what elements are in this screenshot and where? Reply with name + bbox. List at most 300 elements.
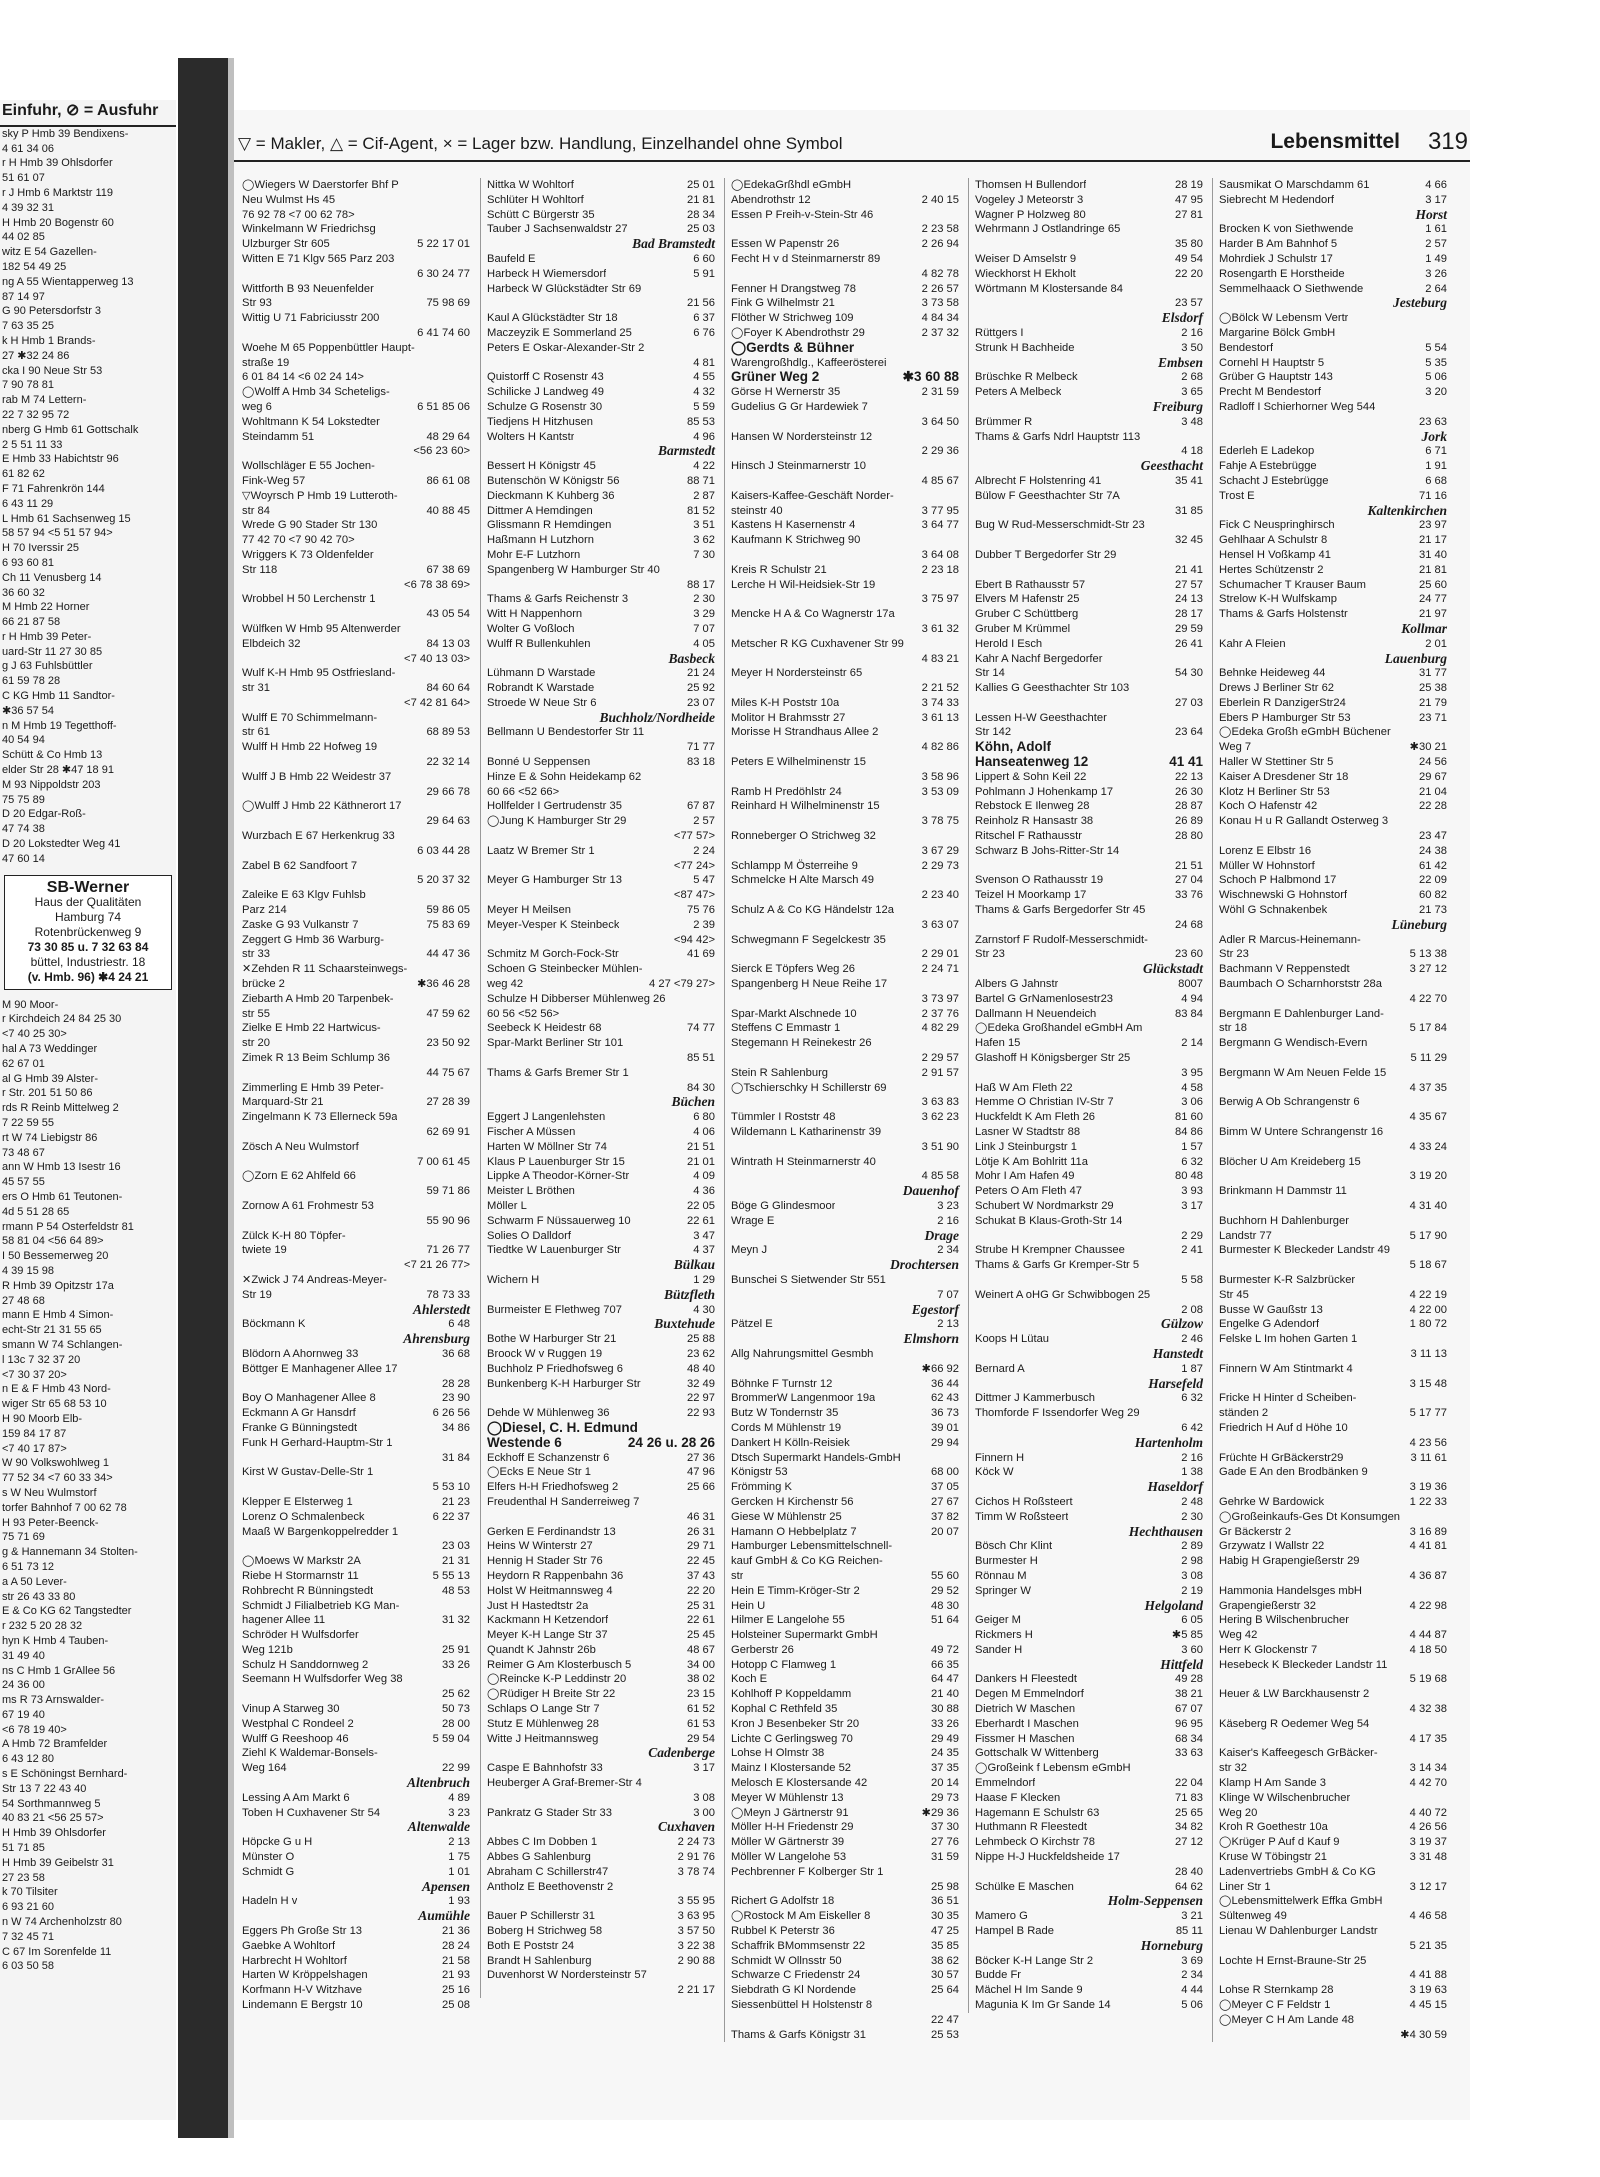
business-entry [975,1406,1203,1421]
business-entry [1219,2028,1447,2043]
entry-name: Schwarze C Friedenstr 24 [731,1969,861,1982]
business-entry [1219,1850,1447,1865]
business-entry [731,1362,959,1377]
entry-name: Kreis R Schulstr 21 [731,563,827,576]
ad-line: Hamburg 74 [54,909,122,924]
left-page-entry: 4 39 15 98 [2,1264,54,1277]
entry-phone: 41 69 [687,948,715,961]
business-entry [1219,444,1447,459]
business-entry [975,1820,1203,1835]
entry-phone: 88 71 [687,474,715,487]
entry-phone [1443,1554,1447,1569]
entry-name: ◯Lebensmittelwerk Effka GmbH [1219,1895,1383,1908]
entry-name: Meister L Bröthen [487,1185,575,1198]
business-entry [487,1451,715,1466]
business-entry [975,518,1203,533]
business-entry [242,992,470,1007]
business-entry [975,1924,1203,1939]
entry-name: Lienau W Dahlenburger Landstr [1219,1925,1378,1938]
entry-phone: 23 63 [1419,415,1447,428]
entry-name: Franke G Bünningstedt [242,1421,358,1434]
entry-phone: 22 61 [687,1214,715,1227]
business-entry [1219,1169,1447,1184]
business-entry [242,1421,470,1436]
business-entry [975,1036,1203,1051]
entry-phone: 21 73 [1419,904,1447,917]
left-page-entry: hal A 73 Weddinger [2,1043,98,1056]
business-entry [731,1613,959,1628]
entry-name: Semmelhaack O Siethwende [1219,282,1364,295]
entry-name: ◯Foyer K Abendrothstr 29 [731,326,865,339]
business-entry [1219,785,1447,800]
entry-name: Schulze G Rosenstr 30 [487,400,603,413]
business-entry [975,711,1203,726]
entry-phone [466,1110,470,1125]
entry-phone: 1 61 [1425,223,1447,236]
entry-phone [955,489,959,504]
entry-phone: 2 29 [1181,1229,1203,1242]
entry-phone: 59 71 86 [426,1185,470,1198]
business-entry [975,1451,1203,1466]
entry-name: 77 42 70 <7 90 42 70> [242,534,355,547]
entry-name: Burmeister E Flethweg 707 [487,1303,622,1316]
business-entry [487,1717,715,1732]
left-page-entry: 7 63 35 25 [2,320,54,333]
left-page-entry: I 50 Bessemerweg 20 [2,1250,109,1263]
entry-name: Funk H Gerhard-Hauptm-Str 1 [242,1436,393,1449]
entry-phone: 44 75 67 [426,1066,470,1079]
town-heading: Horst [1415,206,1447,222]
entry-phone [1443,1362,1447,1377]
entry-phone: 4 27 <79 27> [649,978,715,991]
entry-phone: 2 24 71 [921,963,959,976]
entry-name: Thomforde F Issendorfer Weg 29 [975,1407,1140,1420]
entry-phone [1443,1954,1447,1969]
entry-phone [1199,222,1203,237]
business-entry [487,873,715,888]
entry-name: Neu Wulmst Hs 45 [242,193,336,206]
entry-phone: 2 90 88 [677,1954,715,1967]
entry-phone: 22 61 [687,1614,715,1627]
entry-name: Wittforth B 93 Neuenfelder [242,282,374,295]
entry-phone: 3 26 [1425,267,1447,280]
business-entry [731,903,959,918]
entry-name: Reimer G Am Klosterbusch 5 [487,1658,632,1671]
entry-phone: 21 01 [687,1155,715,1168]
left-page-entry: uard-Str 11 27 30 85 [2,645,103,658]
left-page-entry: hyn K Hmb 4 Tauben- [2,1634,109,1647]
entry-name: ◯Wolff A Hmb 34 Scheteligs- [242,386,390,399]
entry-name: Bachmann V Reppenstedt [1219,963,1350,976]
business-entry [242,1658,470,1673]
business-entry [975,1968,1203,1983]
ad-line: (v. Hmb. 96) ✱4 24 21 [27,969,149,984]
business-entry [1219,1835,1447,1850]
entry-name: Peters A Melbeck [975,386,1062,399]
entry-phone: 88 17 [687,578,715,591]
entry-phone: 64 62 [1175,1880,1203,1893]
entry-phone: 46 31 [687,1510,715,1523]
entry-phone [466,622,470,637]
entry-name: weg 42 [487,978,524,991]
entry-phone: 3 17 [693,1762,715,1775]
business-entry [731,193,959,208]
entry-name: Pankratz G Stader Str 33 [487,1806,612,1819]
left-page-entry: L Hmb 61 Sachsenweg 15 [2,512,131,525]
business-entry [975,696,1203,711]
entry-name: Abbes G Sahlenburg [487,1851,591,1864]
entry-name: Busse W Gaußstr 13 [1219,1303,1323,1316]
entry-phone: 4 09 [693,1170,715,1183]
entry-name: Ederleh E Ladekop [1219,445,1315,458]
business-entry [487,1332,715,1347]
entry-name: Kron J Besenbeker Str 20 [731,1717,860,1730]
entry-name: Hadeln H v [242,1895,298,1908]
entry-name: Dittmer A Hemdingen [487,504,593,517]
entry-name: Koch E [731,1673,768,1686]
business-entry [731,1998,959,2013]
business-entry [731,888,959,903]
entry-name: Rosengarth E Horstheide [1219,267,1345,280]
entry-phone: 2 68 [1181,371,1203,384]
entry-phone: 4 42 70 [1409,1777,1447,1790]
entry-phone: 85 51 [687,1052,715,1065]
entry-name: Lehmbeck O Kirchstr 78 [975,1836,1096,1849]
entry-name: Liner Str 1 [1219,1880,1271,1893]
entry-name: Lohse H Olmstr 38 [731,1747,825,1760]
business-entry [1219,1658,1447,1673]
entry-phone [711,1066,715,1081]
business-entry [487,326,715,341]
entry-name: Emmelndorf [975,1777,1036,1790]
entry-phone: 1 75 [448,1851,470,1864]
entry-phone: 6 60 [693,252,715,265]
entry-name: Hensel H Voßkamp 41 [1219,548,1331,561]
business-entry [975,1835,1203,1850]
entry-phone: 38 62 [931,1954,959,1967]
entry-name: Lippke A Theodor-Körner-Str [487,1170,630,1183]
entry-phone [955,533,959,548]
entry-name: Zingelmann K 73 Ellerneck 59a [242,1111,398,1124]
entry-phone: 32 49 [687,1377,715,1390]
entry-phone: 4 41 81 [1409,1540,1447,1553]
entry-name: Woehe M 65 Poppenbüttler Haupt- [242,341,415,354]
left-page-entry: H Hmb 39 Geibelstr 31 [2,1856,114,1869]
entry-name: Wohltmann K 54 Lokstedter [242,415,380,428]
entry-phone: 4 32 [693,386,715,399]
entry-phone: 75 76 [687,904,715,917]
business-entry [1219,933,1447,948]
business-entry [731,1495,959,1510]
entry-phone: 24 68 [1175,918,1203,931]
entry-phone: 23 07 [687,696,715,709]
business-entry [242,1791,470,1806]
entry-name: Gottschalk W Wittenberg [975,1747,1099,1760]
business-entry [1219,1643,1447,1658]
entry-name: Weg 42 [1219,1629,1258,1642]
entry-name: Eberhardt I Maschen [975,1717,1079,1730]
entry-phone [466,385,470,400]
entry-name: Strube H Krempner Chaussee [975,1244,1125,1257]
business-entry [1219,666,1447,681]
entry-phone: 5 11 29 [1410,1052,1447,1065]
entry-phone: 21 58 [442,1954,470,1967]
business-entry [1219,637,1447,652]
business-entry [975,1051,1203,1066]
entry-name: Berwig A Ob Schrangenstr 6 [1219,1096,1360,1109]
entry-phone: 3 23 [937,1199,959,1212]
entry-name: Str 23 [1219,948,1249,961]
entry-phone: 54 30 [1175,667,1203,680]
entry-phone: 1 01 [448,1865,470,1878]
left-page-entry: 58 57 94 <5 51 57 94> [2,527,113,540]
business-entry [731,311,959,326]
entry-name: Schaffrik BMommsenstr 22 [731,1939,866,1952]
entry-name: Dubber T Bergedorfer Str 29 [975,548,1117,561]
entry-name: Both E Poststr 24 [487,1939,575,1952]
entry-name: Wischnewski G Hohnstorf [1219,889,1348,902]
entry-phone: 3 14 34 [1409,1762,1447,1775]
entry-phone: 2 89 [1181,1540,1203,1553]
business-entry [731,1732,959,1747]
business-entry [975,873,1203,888]
entry-name: Zaske G 93 Vulkanstr 7 [242,918,359,931]
entry-phone: 71 16 [1419,489,1447,502]
directory-page [234,110,1470,2120]
entry-name: Butz W Tondernstr 35 [731,1407,839,1420]
entry-name: Thams & Garfs Bremer Str 1 [487,1066,629,1079]
town-heading: Altenwalde [407,1819,470,1835]
left-page-entry: ng A 55 Wientapperweg 13 [2,275,134,288]
left-page-entry: C 67 Im Sorenfelde 11 [2,1945,112,1958]
business-entry [487,1362,715,1377]
business-entry [975,607,1203,622]
entry-name: Cornehl H Hauptstr 5 [1219,356,1325,369]
entry-name: Zaleike E 63 Klgv Fuhlsb [242,889,366,902]
business-entry [731,400,959,415]
left-page-entry: 4d 5 51 28 65 [2,1205,70,1218]
entry-name: Früchte H GrBäckerstr29 [1219,1451,1344,1464]
entry-name: ✕Zwick J 74 Andreas-Meyer- [242,1273,387,1286]
entry-name: Gaebke A Wohltorf [242,1939,336,1952]
entry-name: Wulff G Reeshoop 46 [242,1732,349,1745]
entry-phone: 3 19 36 [1409,1481,1447,1494]
left-page-entry: 24 36 00 [2,1679,45,1692]
entry-name: Meyer H Nordersteinstr 65 [731,667,863,680]
entry-phone: 66 35 [931,1658,959,1671]
entry-phone: 74 77 [687,1022,715,1035]
entry-name: Zeggert G Hmb 36 Warburg- [242,933,384,946]
business-entry [731,859,959,874]
entry-name: Schülke E Maschen [975,1880,1074,1893]
entry-name: Schwegmann F Segelckestr 35 [731,933,886,946]
entry-phone: 3 60 [1181,1643,1203,1656]
entry-name: Pohlmann J Hohenkamp 17 [975,785,1114,798]
business-entry [1219,1894,1447,1909]
business-entry [1219,1421,1447,1436]
entry-name: Kirst W Gustav-Delle-Str 1 [242,1466,374,1479]
entry-name: Wolter G Voßloch [487,622,575,635]
left-page-entry: ers O Hmb 61 Teutonen- [2,1191,123,1203]
entry-name: ◯EdekaGrßhdl eGmbH [731,179,852,191]
entry-phone: 2 16 [1181,1451,1203,1464]
entry-name: Miles K-H Poststr 10a [731,696,840,709]
business-entry [1219,1288,1447,1303]
entry-phone: 4 41 88 [1409,1969,1447,1982]
business-entry [487,1051,715,1066]
entry-phone: 36 73 [931,1407,959,1420]
entry-phone: 23 64 [1175,726,1203,739]
entry-phone: 28 28 [442,1377,470,1390]
entry-phone: 3 65 [1181,386,1203,399]
entry-phone: 84 86 [1175,1126,1203,1138]
left-page-entry: H Hmb 39 Ohlsdorfer [2,1827,106,1840]
entry-phone: 30 35 [931,1910,959,1923]
business-entry [242,622,470,637]
business-entry [975,1672,1203,1687]
business-entry [1219,341,1447,356]
entry-phone: 2 23 18 [921,563,959,576]
entry-name: Trost E [1219,489,1255,502]
entry-phone: 21 51 [687,1140,715,1153]
business-entry [975,1643,1203,1658]
business-entry [975,370,1203,385]
page-header [234,130,1470,162]
entry-name: Bernard A [975,1362,1025,1375]
entry-phone [1199,903,1203,918]
left-page-entry: 27 48 68 [2,1294,45,1307]
entry-name: Kaiser A Dresdener Str 18 [1219,770,1349,783]
business-entry [487,267,715,282]
entry-phone: 6 80 [693,1111,715,1124]
entry-name: Robrandt K Warstade [487,682,595,695]
business-entry [487,844,715,859]
left-page-entry: 159 84 17 87 [2,1427,67,1440]
entry-phone: 1 49 [1425,252,1447,265]
entry-phone: 71 77 [687,741,715,754]
left-page-entry: 54 Sorthmannweg 5 [2,1797,101,1810]
entry-phone [1199,1051,1203,1066]
entry-name: Lerche H Wil-Heidsiek-Str 19 [731,578,876,591]
entry-phone: 37 35 [931,1762,959,1775]
business-entry [731,1702,959,1717]
business-entry [731,2028,959,2043]
entry-name: Gade E An den Brodbänken 9 [1219,1466,1368,1479]
business-entry [1219,1776,1447,1791]
entry-name: Lötje K Am Bohlritt 11a [975,1155,1088,1168]
business-entry [1219,992,1447,1007]
business-entry [975,1732,1203,1747]
left-page-entry: Str 13 7 22 43 40 [2,1782,87,1795]
business-entry [731,1717,959,1732]
entry-phone: 5 55 13 [432,1569,470,1582]
entry-phone: 3 73 58 [921,297,959,310]
entry-phone: 37 43 [687,1569,715,1582]
business-entry [731,1791,959,1806]
left-page-entry: mann E Hmb 4 Simon- [2,1309,114,1322]
entry-name: Blödorn A Ahornweg 33 [242,1347,359,1360]
entry-name: Zarnstorf F Rudolf-Messerschmidt- [975,933,1148,946]
entry-name: Kophal C Rethfeld 35 [731,1703,838,1716]
entry-phone: 21 04 [1419,785,1447,798]
left-page-entry: 66 21 87 58 [2,616,61,629]
entry-phone: 4 81 [693,356,715,369]
entry-name: Svenson O Rathausstr 19 [975,874,1104,887]
advertiser-entry [487,1436,715,1451]
entry-name: Gudelius G Gr Hardewiek 7 [731,400,868,413]
business-entry [487,933,715,948]
symbol-legend: ▽ = Makler, △ = Cif-Agent, × = Lager bzw. Handlung, Einzelhandel ohne Symbol [238,134,843,153]
entry-name: ◯Jung K Hamburger Str 29 [487,815,627,828]
business-entry [731,1850,959,1865]
entry-phone: 2 16 [937,1214,959,1227]
entry-name: str 32 [1219,1762,1247,1775]
entry-name: Thams & Garfs Reichenstr 3 [487,593,629,606]
ad-lines [9,895,167,985]
entry-phone: 26 31 [687,1525,715,1538]
business-entry [731,1628,959,1643]
entry-phone [466,1746,470,1761]
entry-phone: 21 97 [1419,608,1447,621]
entry-phone: 21 51 [1175,859,1203,872]
entry-phone: 25 98 [931,1880,959,1893]
entry-name: Str 93 [242,297,272,310]
sb-werner-ad [4,875,172,990]
entry-phone: 31 40 [1419,548,1447,561]
entry-name: Boy O Manhagener Allee 8 [242,1392,376,1405]
left-page-entry: 6 93 60 81 [2,556,54,569]
business-entry [975,1954,1203,1969]
entry-name: Blöcher U Am Kreideberg 15 [1219,1155,1361,1168]
business-entry [975,1095,1203,1110]
entry-phone: 5 17 77 [1409,1407,1447,1420]
entry-phone: 4 32 38 [1409,1703,1447,1716]
entry-phone: 3 27 12 [1409,963,1447,976]
business-entry [975,563,1203,578]
entry-phone: 32 45 [1175,534,1203,547]
business-entry [487,356,715,371]
entry-name: Böcker K-H Lange Str 2 [975,1954,1094,1967]
business-entry [487,1465,715,1480]
business-entry [242,311,470,326]
business-entry [242,1184,470,1199]
entry-phone: 2 91 76 [677,1851,715,1864]
entry-phone: 21 41 [1175,563,1203,576]
entry-phone: ✱3 60 88 [902,370,959,385]
entry-phone: 24 35 [931,1747,959,1760]
entry-name: Klepper E Elsterweg 1 [242,1495,353,1508]
entry-phone [1443,1066,1447,1081]
entry-phone: 1 91 [1425,460,1447,473]
entry-phone: 80 48 [1175,1170,1203,1183]
business-entry [487,385,715,400]
entry-name: Hein E Timm-Kröger-Str 2 [731,1584,860,1597]
entry-name: Budde Fr [975,1969,1022,1982]
entry-phone [466,1140,470,1155]
business-entry [731,489,959,504]
entry-phone: 55 90 96 [426,1214,470,1227]
business-entry [487,1229,715,1244]
business-entry [1219,1539,1447,1554]
business-entry [242,1347,470,1362]
left-page-entry: k 70 Tilsiter [2,1886,58,1899]
business-entry [242,326,470,341]
entry-phone: 25 62 [442,1688,470,1701]
entry-phone: 28 00 [442,1717,470,1730]
entry-phone [466,533,470,548]
entry-phone [466,992,470,1007]
entry-phone: 28 80 [1175,830,1203,843]
